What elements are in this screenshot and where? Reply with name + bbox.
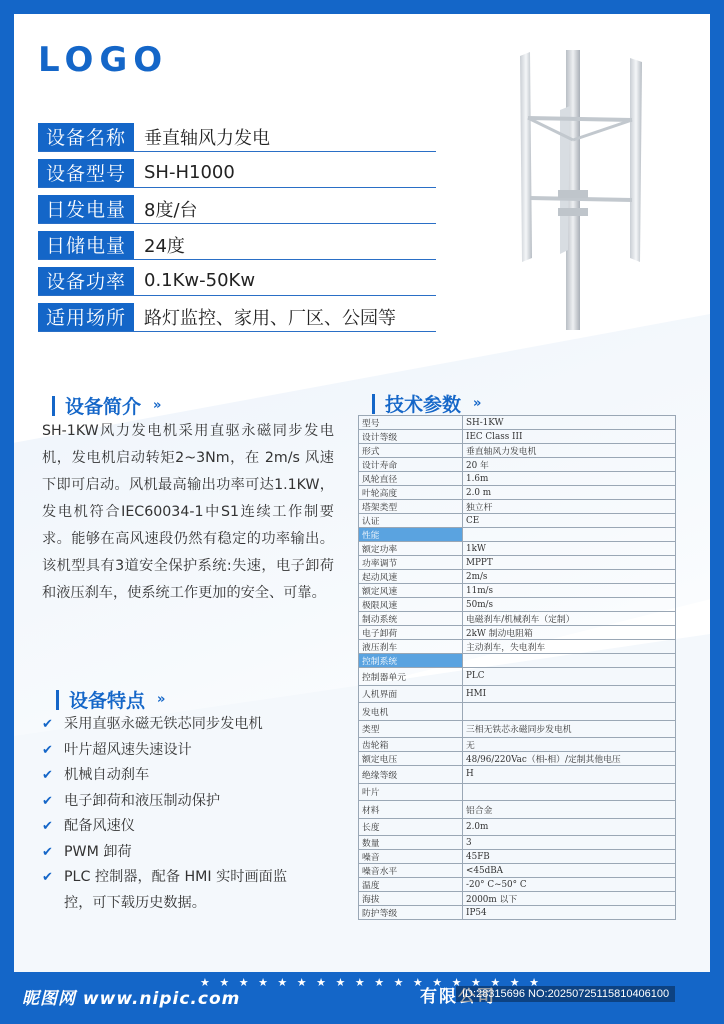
feature-item	[42, 865, 312, 916]
param-value: SH-1KW	[463, 416, 676, 430]
spec-value: 垂直轴风力发电	[144, 127, 270, 149]
param-value	[463, 528, 676, 542]
param-value: -20° C~50° C	[463, 878, 676, 892]
feature-text: 电子卸荷和液压制动保护	[64, 792, 221, 809]
param-value: 垂直轴风力发电机	[463, 444, 676, 458]
table-row	[359, 542, 676, 556]
param-value: 无	[463, 738, 676, 752]
param-value: H	[463, 766, 676, 784]
features-section-title	[56, 686, 165, 713]
param-key: 极限风速	[359, 598, 463, 612]
table-row	[359, 514, 676, 528]
param-key: 认证	[359, 514, 463, 528]
table-row	[359, 685, 676, 703]
spec-value: 路灯监控、家用、厂区、公园等	[144, 307, 396, 329]
param-key: 起动风速	[359, 570, 463, 584]
table-row	[359, 472, 676, 486]
param-key: 齿轮箱	[359, 738, 463, 752]
table-row	[359, 500, 676, 514]
feature-item	[42, 840, 312, 866]
param-value	[463, 654, 676, 668]
feature-text: PWM 卸荷	[64, 843, 132, 860]
param-value: 50m/s	[463, 598, 676, 612]
table-row	[359, 892, 676, 906]
table-row	[359, 783, 676, 801]
param-key: 海拔	[359, 892, 463, 906]
param-key: 发电机	[359, 703, 463, 721]
spec-key: 日储电量	[38, 231, 134, 259]
spec-row	[38, 302, 436, 332]
param-key: 绝缘等级	[359, 766, 463, 784]
param-value	[463, 783, 676, 801]
features-title: 设备特点	[69, 690, 146, 712]
check-icon: ✔	[42, 870, 53, 885]
spec-value: 24度	[144, 235, 185, 257]
feature-text: 叶片超风速失速设计	[64, 741, 192, 758]
table-row	[359, 626, 676, 640]
feature-item	[42, 738, 312, 764]
param-key: 制动系统	[359, 612, 463, 626]
check-icon: ✔	[42, 793, 53, 809]
param-value	[463, 703, 676, 721]
param-key: 噪音	[359, 850, 463, 864]
spec-value: SH-H1000	[144, 162, 235, 183]
param-key: 性能	[359, 528, 463, 542]
table-row	[359, 654, 676, 668]
table-row	[359, 818, 676, 836]
param-value: IP54	[463, 906, 676, 920]
table-row	[359, 801, 676, 819]
param-value: 独立杆	[463, 500, 676, 514]
param-key: 型号	[359, 416, 463, 430]
title-bar	[56, 690, 59, 710]
table-row	[359, 640, 676, 654]
param-key: 额定风速	[359, 584, 463, 598]
table-row	[359, 668, 676, 686]
watermark-id: ID:28315696 NO:20250725115810406100	[456, 986, 675, 1002]
param-value: 铝合金	[463, 801, 676, 819]
spec-row	[38, 158, 436, 188]
param-key: 噪音水平	[359, 864, 463, 878]
table-row	[359, 458, 676, 472]
param-value: 2000m 以下	[463, 892, 676, 906]
table-row	[359, 444, 676, 458]
param-value: 2.0 m	[463, 486, 676, 500]
spec-key: 设备名称	[38, 123, 134, 151]
table-row	[359, 864, 676, 878]
table-row	[359, 486, 676, 500]
params-title: 技术参数	[385, 394, 462, 416]
spec-row	[38, 194, 436, 224]
table-row	[359, 570, 676, 584]
param-key: 叶轮高度	[359, 486, 463, 500]
params-table	[358, 415, 676, 920]
chevron-right-icon: »	[473, 396, 482, 411]
spec-key: 日发电量	[38, 195, 134, 223]
feature-text: PLC 控制器，配备 HMI 实时画面监控，可下载历史数据。	[64, 869, 288, 911]
table-row	[359, 738, 676, 752]
param-value: 2kW 制动电阻箱	[463, 626, 676, 640]
param-value: 2.0m	[463, 818, 676, 836]
wind-turbine-image	[500, 40, 660, 330]
param-value: 1kW	[463, 542, 676, 556]
watermark-site: 昵图网 www.nipic.com	[22, 989, 241, 1009]
param-key: 塔架类型	[359, 500, 463, 514]
feature-text: 配备风速仪	[64, 818, 135, 834]
param-key: 额定功率	[359, 542, 463, 556]
spec-row	[38, 266, 436, 296]
param-key: 叶片	[359, 783, 463, 801]
table-row	[359, 878, 676, 892]
feature-item	[42, 763, 312, 789]
param-value: 电磁刹车/机械刹车（定制）	[463, 612, 676, 626]
chevron-right-icon: »	[157, 692, 166, 707]
param-key: 控制系统	[359, 654, 463, 668]
feature-item	[42, 712, 312, 738]
check-icon: ✔	[42, 717, 53, 732]
param-key: 风轮直径	[359, 472, 463, 486]
feature-item	[42, 789, 312, 815]
spec-key: 设备功率	[38, 267, 134, 295]
param-value: MPPT	[463, 556, 676, 570]
param-key: 功率调节	[359, 556, 463, 570]
check-icon: ✔	[42, 844, 53, 860]
param-key: 控制器单元	[359, 668, 463, 686]
param-key: 数量	[359, 836, 463, 850]
param-value: 三相无铁芯永磁同步发电机	[463, 720, 676, 738]
param-key: 长度	[359, 818, 463, 836]
intro-title: 设备简介	[65, 396, 142, 418]
table-row	[359, 612, 676, 626]
spec-value: 8度/台	[144, 199, 198, 221]
param-key: 温度	[359, 878, 463, 892]
table-row	[359, 836, 676, 850]
param-value: 48/96/220Vac（相-相）/定制其他电压	[463, 752, 676, 766]
logo: LOGO	[38, 40, 169, 80]
table-row	[359, 430, 676, 444]
spec-key: 设备型号	[38, 159, 134, 187]
title-bar	[52, 396, 55, 416]
table-row	[359, 850, 676, 864]
feature-text: 机械自动刹车	[64, 767, 150, 783]
spec-value: 0.1Kw-50Kw	[144, 270, 256, 291]
table-row	[359, 720, 676, 738]
feature-text: 采用直驱永磁无铁芯同步发电机	[64, 716, 263, 732]
param-key: 类型	[359, 720, 463, 738]
param-value: 3	[463, 836, 676, 850]
param-key: 形式	[359, 444, 463, 458]
features-list	[42, 712, 312, 916]
param-value: 11m/s	[463, 584, 676, 598]
table-row	[359, 556, 676, 570]
param-key: 防护等级	[359, 906, 463, 920]
table-row	[359, 584, 676, 598]
table-row	[359, 906, 676, 920]
param-value: <45dBA	[463, 864, 676, 878]
param-value: PLC	[463, 668, 676, 686]
param-key: 设计等级	[359, 430, 463, 444]
param-key: 设计寿命	[359, 458, 463, 472]
check-icon: ✔	[42, 768, 53, 783]
param-value: 1.6m	[463, 472, 676, 486]
table-row	[359, 528, 676, 542]
title-bar	[372, 394, 375, 414]
table-row	[359, 752, 676, 766]
watermark-company: 有限公司	[420, 987, 496, 1007]
check-icon: ✔	[42, 819, 53, 834]
spec-key: 适用场所	[38, 303, 134, 331]
param-value: 2m/s	[463, 570, 676, 584]
table-row	[359, 416, 676, 430]
table-row	[359, 598, 676, 612]
intro-text: SH-1KW风力发电机采用直驱永磁同步发电机，发电机启动转矩2~3Nm，在 2m/s 风速下即可启动。风机最高输出功率可达1.1KW，发电机符合IEC60034-1中S1连续工作制要求。能够在高风速段仍然有稳定的功率输出。该机型具有3道安全保护系统:失速，电子卸荷和液压刹车，使系统工作更加的安全、可靠。	[42, 423, 334, 601]
spec-row	[38, 230, 436, 260]
param-value: CE	[463, 514, 676, 528]
chevron-right-icon: »	[153, 398, 162, 413]
spec-row	[38, 122, 436, 152]
param-value: IEC Class III	[463, 430, 676, 444]
intro-section-title	[52, 392, 161, 419]
param-key: 额定电压	[359, 752, 463, 766]
watermark-stars: ★ ★ ★ ★ ★ ★ ★ ★ ★ ★ ★ ★ ★ ★ ★ ★ ★ ★	[200, 976, 542, 989]
param-key: 电子卸荷	[359, 626, 463, 640]
param-value: 20 年	[463, 458, 676, 472]
param-key: 人机界面	[359, 685, 463, 703]
table-row	[359, 766, 676, 784]
table-row	[359, 703, 676, 721]
param-key: 材料	[359, 801, 463, 819]
check-icon: ✔	[42, 742, 53, 758]
feature-item	[42, 814, 312, 840]
param-value: HMI	[463, 685, 676, 703]
param-value: 45FB	[463, 850, 676, 864]
param-key: 液压刹车	[359, 640, 463, 654]
params-section-title	[372, 390, 481, 417]
param-value: 主动刹车，失电刹车	[463, 640, 676, 654]
